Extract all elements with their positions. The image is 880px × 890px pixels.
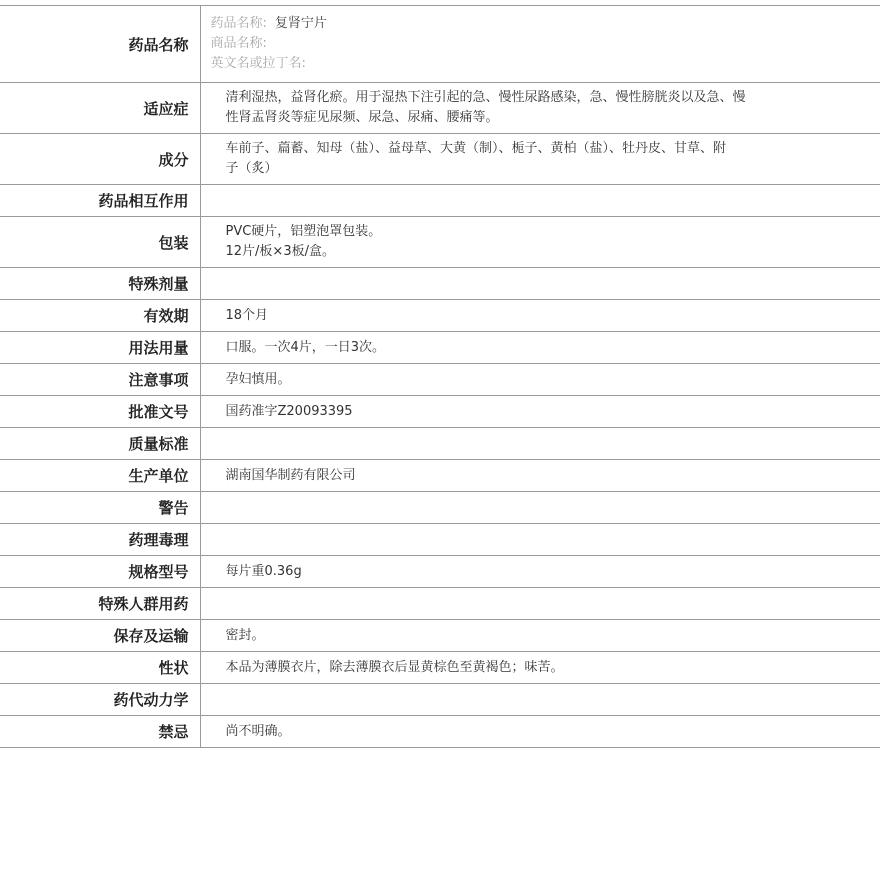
row-specification xyxy=(0,556,880,588)
row-label: 特殊剂量 xyxy=(0,268,200,300)
row-label: 警告 xyxy=(0,492,200,524)
row-label: 包装 xyxy=(0,217,200,268)
row-packaging xyxy=(0,217,880,268)
row-label: 适应症 xyxy=(0,83,200,134)
row-description xyxy=(0,652,880,684)
row-value xyxy=(200,300,880,332)
row-value xyxy=(200,556,880,588)
value-line: 湖南国华制药有限公司 xyxy=(225,467,356,483)
row-label: 有效期 xyxy=(0,300,200,332)
row-approval-number xyxy=(0,396,880,428)
row-shelf-life xyxy=(0,300,880,332)
row-label: 用法用量 xyxy=(0,332,200,364)
row-value xyxy=(200,185,880,217)
value-line: PVC硬片，铝塑泡罩包装。 xyxy=(225,224,382,239)
value-line: 密封。 xyxy=(225,627,265,643)
row-contraindications xyxy=(0,716,880,748)
row-storage xyxy=(0,620,880,652)
row-value xyxy=(200,217,880,268)
row-value xyxy=(200,396,880,428)
value-line: 12片/板×3板/盒。 xyxy=(225,244,335,259)
english-name-line xyxy=(211,54,880,74)
value-line: 车前子、萹蓄、知母（盐）、益母草、大黄（制）、栀子、黄柏（盐）、牡丹皮、甘草、附 xyxy=(225,141,727,156)
value-line: 孕妇慎用。 xyxy=(225,371,291,387)
row-quality-standard xyxy=(0,428,880,460)
row-pharmacology xyxy=(0,524,880,556)
value-line: 清利湿热，益肾化瘀。用于湿热下注引起的急、慢性尿路感染，急、慢性膀胱炎以及急、慢 xyxy=(225,90,746,105)
generic-name-line xyxy=(211,14,880,34)
row-label: 生产单位 xyxy=(0,460,200,492)
row-label: 药代动力学 xyxy=(0,684,200,716)
row-label: 批准文号 xyxy=(0,396,200,428)
row-value xyxy=(200,684,880,716)
generic-name-label: 药品名称: xyxy=(210,16,267,31)
row-value xyxy=(200,460,880,492)
row-value xyxy=(200,332,880,364)
row-value xyxy=(200,492,880,524)
row-label: 保存及运输 xyxy=(0,620,200,652)
row-value xyxy=(200,134,880,185)
row-value xyxy=(200,428,880,460)
value-line: 18个月 xyxy=(225,307,269,323)
row-label: 药品相互作用 xyxy=(0,185,200,217)
row-label: 禁忌 xyxy=(0,716,200,748)
value-line: 口服。一次4片，一日3次。 xyxy=(225,339,386,355)
row-precautions xyxy=(0,364,880,396)
row-usage-dosage xyxy=(0,332,880,364)
row-indications xyxy=(0,83,880,134)
english-name-label: 英文名或拉丁名: xyxy=(210,56,306,71)
row-ingredients xyxy=(0,134,880,185)
row-label: 性状 xyxy=(0,652,200,684)
value-line: 子（炙） xyxy=(225,161,278,176)
trade-name-line xyxy=(211,34,880,54)
trade-name-label: 商品名称: xyxy=(210,36,267,51)
row-warning xyxy=(0,492,880,524)
row-value xyxy=(200,364,880,396)
row-manufacturer xyxy=(0,460,880,492)
value-line: 本品为薄膜衣片，除去薄膜衣后显黄棕色至黄褐色；味苦。 xyxy=(225,659,564,675)
row-value xyxy=(200,620,880,652)
value-line: 国药准字Z20093395 xyxy=(225,403,353,419)
drug-info-table xyxy=(0,5,880,748)
row-value xyxy=(200,83,880,134)
row-value xyxy=(200,268,880,300)
row-special-dosage xyxy=(0,268,880,300)
row-label: 成分 xyxy=(0,134,200,185)
row-value xyxy=(200,588,880,620)
row-special-populations xyxy=(0,588,880,620)
row-label: 药理毒理 xyxy=(0,524,200,556)
value-line: 尚不明确。 xyxy=(225,723,291,739)
row-value xyxy=(200,652,880,684)
generic-name-value: 复肾宁片 xyxy=(274,16,327,31)
row-label: 规格型号 xyxy=(0,556,200,588)
row-drug-name xyxy=(0,6,880,83)
row-label: 药品名称 xyxy=(0,6,200,83)
row-value xyxy=(200,716,880,748)
drug-name-cell xyxy=(200,6,880,83)
row-pharmacokinetics xyxy=(0,684,880,716)
row-value xyxy=(200,524,880,556)
row-label: 注意事项 xyxy=(0,364,200,396)
value-line: 每片重0.36g xyxy=(225,563,302,579)
row-label: 质量标准 xyxy=(0,428,200,460)
row-interactions xyxy=(0,185,880,217)
row-label: 特殊人群用药 xyxy=(0,588,200,620)
value-line: 性肾盂肾炎等症见尿频、尿急、尿痛、腰痛等。 xyxy=(225,110,499,125)
